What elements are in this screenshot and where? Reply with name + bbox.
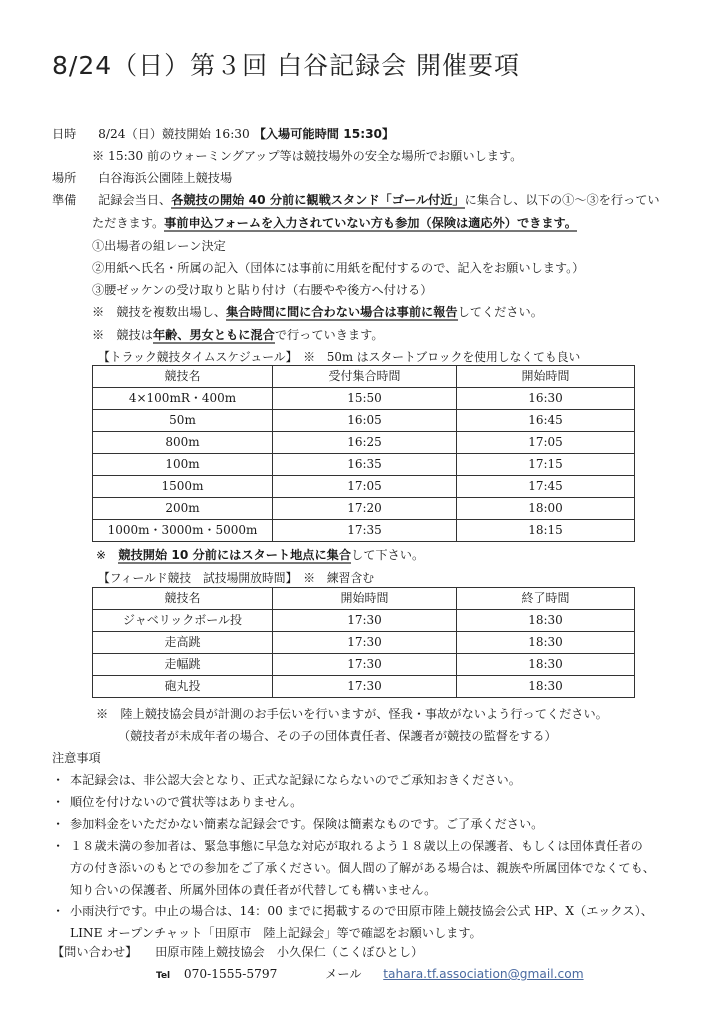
contact-tel-line — [156, 966, 584, 984]
entry-time: 【入場可能時間 15:30】 — [253, 127, 395, 141]
mail-label: メール — [325, 967, 362, 981]
prep-text: ただきます。 — [92, 216, 165, 230]
track-schedule-table — [92, 365, 635, 542]
prep-label: 準備 — [52, 193, 77, 207]
table-cell: ジャベリックボール投 — [93, 610, 273, 632]
prep-note-2 — [92, 327, 384, 343]
date-label: 日時 — [52, 127, 77, 141]
table-cell: 17:35 — [273, 520, 457, 542]
date-line — [52, 126, 394, 142]
column-header: 終了時間 — [457, 588, 635, 610]
date-value: 8/24（日）競技開始 16:30 — [98, 127, 250, 141]
caution-text: 順位を付けないので賞状等はありません。 — [70, 794, 303, 809]
caution-bullet: ・ — [52, 794, 65, 809]
table-cell: 走高跳 — [93, 632, 273, 654]
place-value: 白谷海浜公園陸上競技場 — [98, 171, 233, 185]
note-emphasis: 年齢、男女ともに混合 — [152, 328, 275, 342]
table-cell: 18:30 — [457, 676, 635, 698]
tel-label: Tel — [156, 971, 171, 981]
table-cell: 100m — [93, 454, 273, 476]
table-row — [93, 432, 635, 454]
note-emphasis: 競技開始 10 分前にはスタート地点に集合 — [118, 548, 352, 562]
caution-text: 本記録会は、非公認大会となり、正式な記録にならないのでご承知おきください。 — [70, 773, 521, 787]
table-cell: 200m — [93, 498, 273, 520]
column-header: 競技名 — [93, 366, 273, 388]
table-row — [93, 654, 635, 676]
caution-text: LINE オープンチャット「田原市 陸上記録会」等で確認をお願いします。 — [70, 926, 482, 941]
column-header: 受付集合時間 — [273, 366, 457, 388]
field-schedule-table — [92, 587, 635, 698]
tel-number: 070-1555-5797 — [183, 967, 278, 981]
table-cell: 16:35 — [273, 454, 457, 476]
table-row — [93, 632, 635, 654]
caution-text: 方の付き添いのもとでの参加をご了承ください。個人間の了解がある場合は、親族や所属団体でなくても、 — [70, 860, 655, 875]
table-row — [93, 410, 635, 432]
prep-line-2 — [92, 215, 577, 231]
note-text: して下さい。 — [351, 548, 425, 562]
mail-link[interactable]: tahara.tf.association@gmail.com — [383, 967, 584, 981]
track-heading: 【トラック競技タイムスケジュール】 ※ 50m はスタートブロックを使用しなくても良い — [98, 350, 581, 364]
table-cell: 17:30 — [273, 654, 457, 676]
warmup-note: ※ 15:30 前のウォーミングアップ等は競技場外の安全な場所でお願いします。 — [92, 149, 523, 163]
table-row — [93, 388, 635, 410]
table-cell: 16:45 — [457, 410, 635, 432]
table-cell: 17:30 — [273, 610, 457, 632]
caution-text: 小雨決行です。中止の場合は、14：00 までに掲載するので田原市陸上競技協会公式 HP、X（エックス）、 — [70, 904, 653, 919]
note-text: ※ 競技は — [92, 328, 153, 342]
table-row — [93, 676, 635, 698]
prep-emphasis: 事前申込フォームを入力されていない方も参加（保険は適応外）できます。 — [164, 216, 577, 230]
table-cell: 17:05 — [457, 432, 635, 454]
table-row — [93, 498, 635, 520]
column-header: 開始時間 — [273, 588, 457, 610]
note-emphasis: 集合時間に間に合わない場合は事前に報告 — [226, 305, 458, 319]
table-header-row — [93, 588, 635, 610]
table-cell: 18:30 — [457, 632, 635, 654]
field-heading: 【フィールド競技 試技場開放時間】 ※ 練習含む — [98, 571, 375, 585]
prep-text: に集合し、以下の①～③を行ってい — [464, 193, 660, 207]
note-text: で行っていきます。 — [274, 328, 384, 342]
table-cell: 18:30 — [457, 654, 635, 676]
prep-item: ③腰ゼッケンの受け取りと貼り付け（右腰やや後方へ付ける） — [92, 283, 433, 297]
table-cell: 17:15 — [457, 454, 635, 476]
table-cell: 17:30 — [273, 676, 457, 698]
place-line — [52, 170, 232, 186]
prep-text: 記録会当日、 — [98, 193, 172, 207]
table-cell: 18:00 — [457, 498, 635, 520]
caution-bullet: ・ — [52, 838, 65, 853]
caution-bullet: ・ — [52, 773, 65, 787]
contact-label: 【問い合わせ】 — [52, 945, 138, 959]
table-cell: 18:15 — [457, 520, 635, 542]
caution-text: １８歳未満の参加者は、緊急事態に早急な対応が取れるよう１８歳以上の保護者、もしくは団体責任者の — [70, 838, 643, 853]
table-cell: 16:25 — [273, 432, 457, 454]
note-text: してください。 — [457, 305, 543, 319]
table-row — [93, 476, 635, 498]
prep-line-1 — [52, 192, 660, 208]
table-row — [93, 520, 635, 542]
table-cell: 15:50 — [273, 388, 457, 410]
prep-note-1 — [92, 304, 543, 320]
prep-item: ①出場者の組レーン決定 — [92, 239, 226, 253]
table-cell: 17:30 — [273, 632, 457, 654]
caution-bullet: ・ — [52, 904, 65, 919]
field-note-1: ※ 陸上競技協会員が計測のお手伝いを行いますが、怪我・事故がないよう行ってください。 — [96, 707, 608, 721]
table-cell: 800m — [93, 432, 273, 454]
table-cell: 16:05 — [273, 410, 457, 432]
column-header: 競技名 — [93, 588, 273, 610]
table-cell: 1500m — [93, 476, 273, 498]
table-header-row — [93, 366, 635, 388]
page-title: 8/24（日）第３回 白谷記録会 開催要項 — [52, 51, 521, 80]
prep-emphasis: 各競技の開始 40 分前に観戦スタンド「ゴール付近」 — [171, 193, 465, 207]
table-cell: 18:30 — [457, 610, 635, 632]
table-cell: 砲丸投 — [93, 676, 273, 698]
table-cell: 1000m・3000m・5000m — [93, 520, 273, 542]
table-cell: 4×100mR・400m — [93, 388, 273, 410]
place-label: 場所 — [52, 171, 77, 185]
prep-item: ②用紙へ氏名・所属の記入（団体には事前に用紙を配付するので、記入をお願いします。） — [92, 261, 585, 275]
note-text: ※ — [96, 548, 119, 562]
column-header: 開始時間 — [457, 366, 635, 388]
table-row — [93, 454, 635, 476]
note-text: ※ 競技を複数出場し、 — [92, 305, 227, 319]
track-note — [96, 547, 424, 563]
table-cell: 走幅跳 — [93, 654, 273, 676]
contact-org: 田原市陸上競技協会 小久保仁（こくぼひとし） — [155, 945, 424, 959]
contact-line — [52, 944, 423, 960]
caution-text: 参加料金をいただかない簡素な記録会です。保険は簡素なものです。ご了承ください。 — [70, 816, 544, 831]
table-cell: 16:30 — [457, 388, 635, 410]
caution-text: 知り合いの保護者、所属外団体の責任者が代替しても構いません。 — [70, 882, 437, 897]
table-cell: 17:20 — [273, 498, 457, 520]
table-cell: 17:45 — [457, 476, 635, 498]
table-cell: 17:05 — [273, 476, 457, 498]
table-row — [93, 610, 635, 632]
cautions-heading: 注意事項 — [52, 751, 101, 765]
table-cell: 50m — [93, 410, 273, 432]
caution-bullet: ・ — [52, 816, 65, 831]
field-note-2: （競技者が未成年者の場合、その子の団体責任者、保護者が競技の監督をする） — [118, 729, 557, 743]
